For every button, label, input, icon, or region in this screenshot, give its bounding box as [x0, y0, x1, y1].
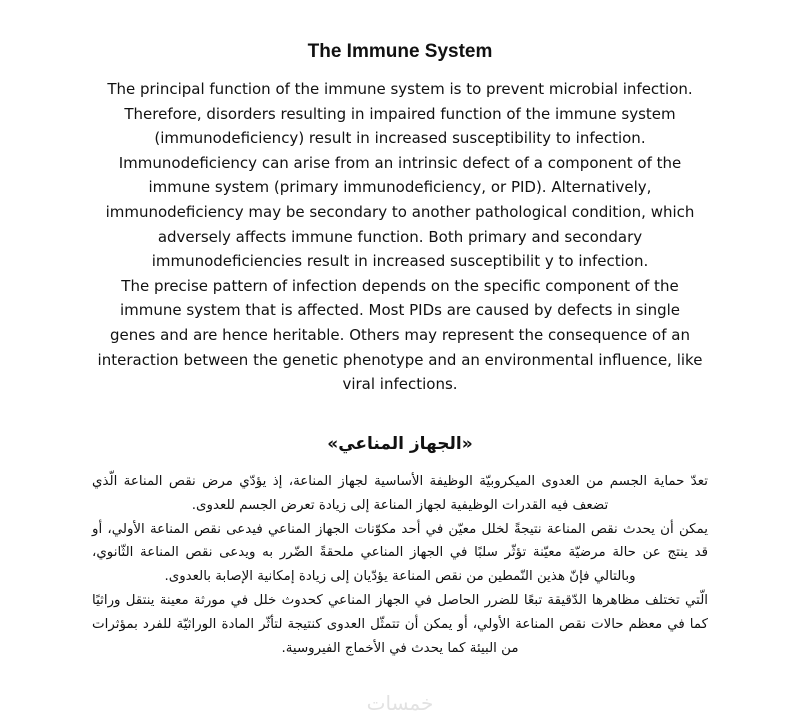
arabic-title: «الجهاز المناعي»: [327, 434, 473, 454]
english-paragraph-1: The principal function of the immune system is to prevent microbial infection. Therefore, disorders resulting in impaired function of the immune system (immunodeficiency) result in increased susceptibility to infection. Immunodeficiency can arise from an intrinsic defect of a component of the immune system (primary immunodeficiency, or PID). Alternatively, immunodeficiency may be secondary to another pathological condition, which adversely affects immune function. Both primary and secondary immunodeficiencies result in increased susceptibilit y to infection.: [105, 80, 695, 271]
arabic-body: [92, 470, 708, 660]
watermark-logo: خمسات: [366, 691, 434, 715]
english-title: The Immune System: [307, 41, 493, 62]
arabic-paragraph-1: تعدّ حماية الجسم من العدوى الميكروبيّة الوظيفة الأساسية لجهاز المناعة، إذ يؤدّي مرض نقص المناعة الّذي تضعف فيه القدرات الوظيفية لجهاز المناعة إلى زيادة تعرض الجسم للعدوى.: [92, 474, 708, 513]
arabic-paragraph-3: الّتي تختلف مظاهرها الدّقيقة تبعًا للضرر الحاصل في الجهاز المناعي كحدوث خلل في مورثة معينة ينتقل وراثيًا كما في معظم حالات نقص المناعة الأولي، أو يمكن أن تتمثّل العدوى كنتيجة لتأثّر المادة الوراثيّة للفرد بمؤثرات من البيئة كما يحدث في الأخماج الفيروسية.: [92, 592, 708, 656]
english-paragraph-2: The precise pattern of infection depends on the specific component of the immune system that is affected. Most PIDs are caused by defects in single genes and are hence heritable. Others may represent the consequence of an interaction between the genetic phenotype and an environmental influence, like viral infections.: [97, 276, 703, 394]
english-body: [96, 77, 704, 397]
arabic-paragraph-2: يمكن أن يحدث نقص المناعة نتيجةً لخلل معيّن في أحد مكوّنات الجهاز المناعي فيدعى نقص المناعة الأولي، أو قد ينتج عن حالة مرضيّة معيّنة تؤثّر سلبًا في الجهاز المناعي ملحقةً الضّرر به ويدعى نقص المناعة الثّانوي، وبالتالي فإنّ هذين النّمطين من نقص المناعة يؤدّيان إلى زيادة إمكانية الإصابة بالعدوى.: [92, 521, 708, 585]
